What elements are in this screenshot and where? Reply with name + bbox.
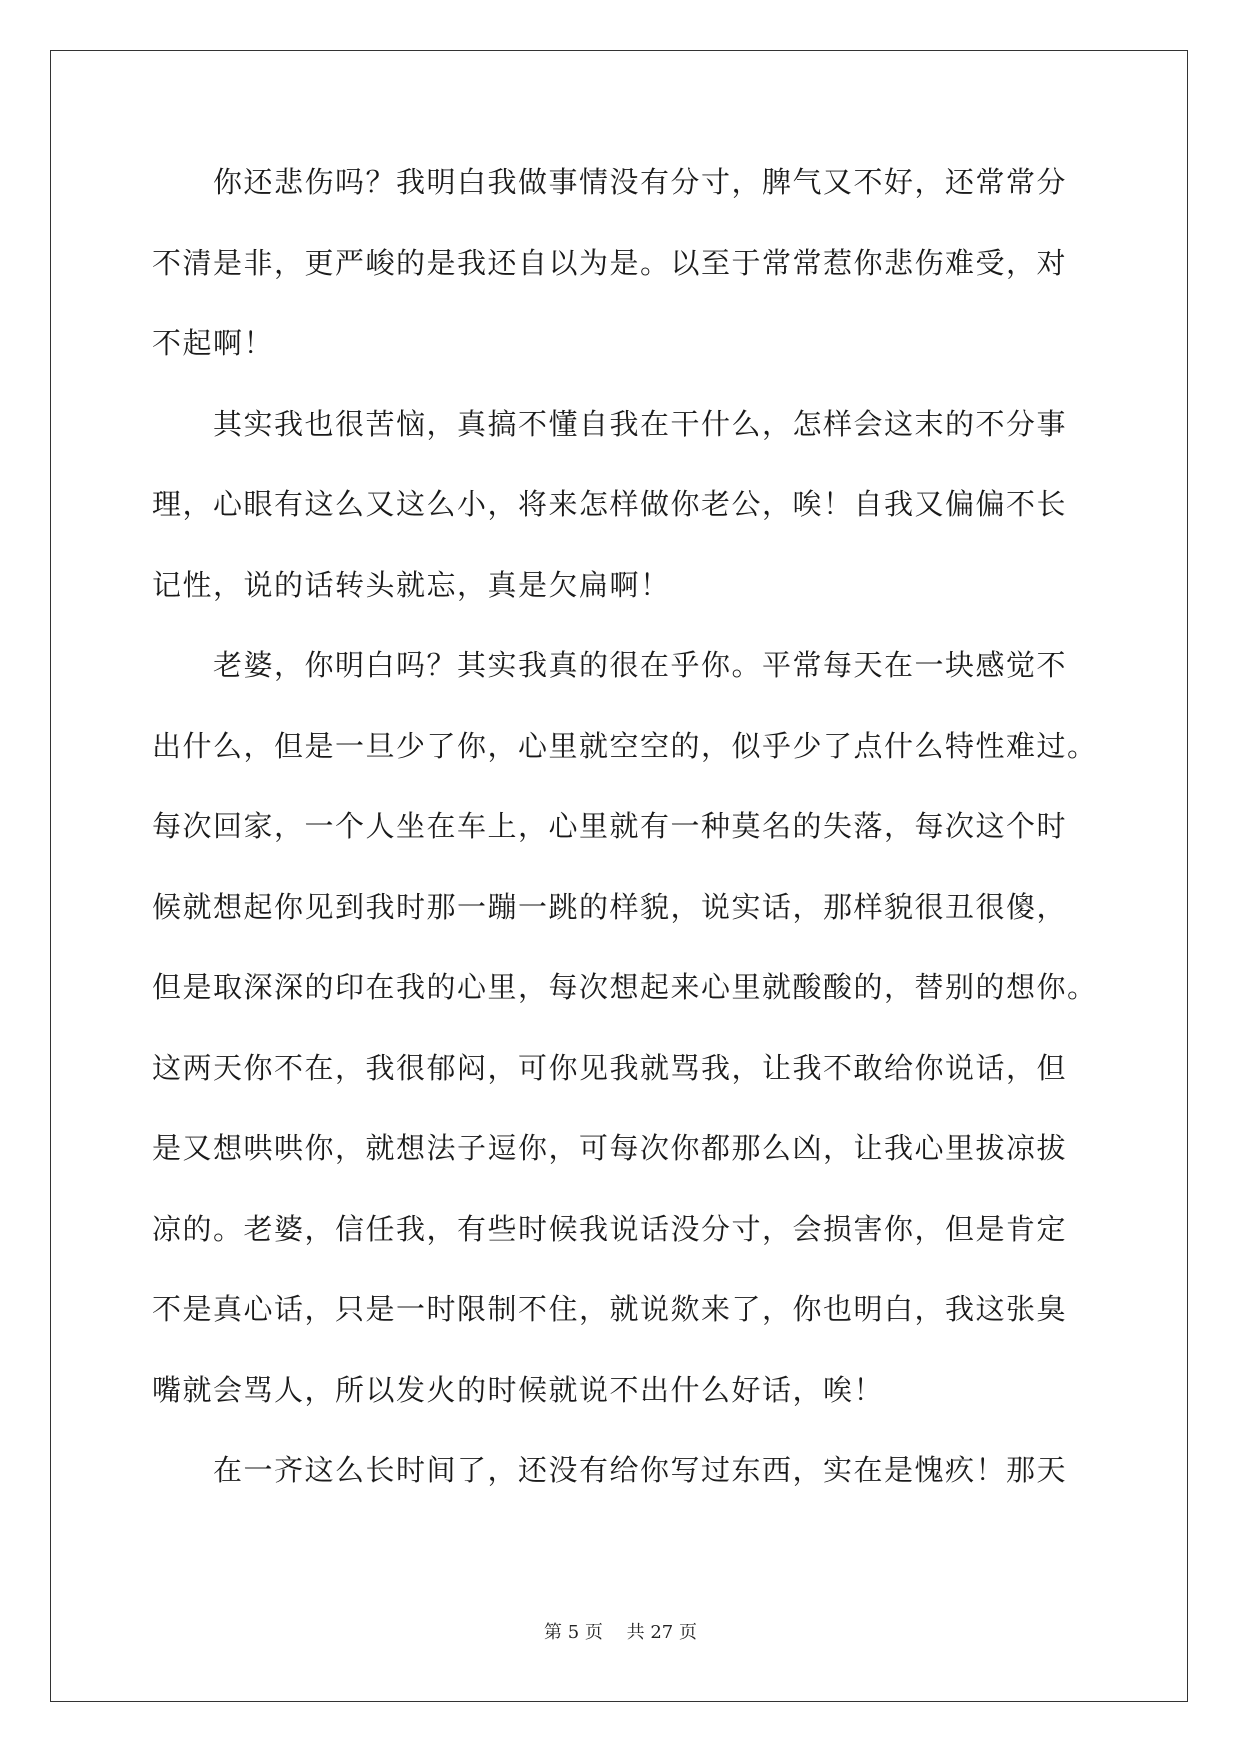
text-line: 在一齐这么长时间了，还没有给你写过东西，实在是愧疚！那天 (152, 1453, 1068, 1487)
page-number-label: 第 5 页 共 27 页 (544, 1622, 697, 1643)
text-line: 凉的。老婆，信任我，有些时候我说话没分寸，会损害你，但是肯定 (152, 1211, 1068, 1246)
text-line: 其实我也很苦恼，真搞不懂自我在干什么，怎样会这末的不分事 (152, 406, 1068, 441)
page-number-footer (0, 1618, 1241, 1644)
text-line: 你还悲伤吗？我明白我做事情没有分寸，脾气又不好，还常常分 (152, 165, 1068, 199)
document-body (152, 163, 1112, 1532)
text-line: 是又想哄哄你，就想法子逗你，可每次你都那么凶，让我心里拔凉拔 (152, 1131, 1068, 1165)
text-line: 不起啊！ (152, 326, 275, 360)
text-line: 嘴就会骂人，所以发火的时候就说不出什么好话，唉！ (152, 1372, 885, 1407)
text-line: 这两天你不在，我很郁闷，可你见我就骂我，让我不敢给你说话，但 (152, 1050, 1068, 1085)
text-line: 不是真心话，只是一时限制不住，就说欻来了，你也明白，我这张臭 (152, 1292, 1068, 1326)
text-line: 记性，说的话转头就忘，真是欠扁啊！ (152, 567, 671, 602)
text-line: 老婆，你明白吗？其实我真的很在乎你。平常每天在一块感觉不 (152, 648, 1068, 682)
text-line: 不清是非，更严峻的是我还自以为是。以至于常常惹你悲伤难受，对 (152, 245, 1068, 280)
text-line: 理，心眼有这么又这么小，将来怎样做你老公，唉！自我又偏偏不长 (152, 487, 1068, 521)
text-line: 候就想起你见到我时那一蹦一跳的样貌，说实话，那样貌很丑很傻， (152, 889, 1068, 924)
text-line: 但是取深深的印在我的心里，每次想起来心里就酸酸的，替别的想你。 (152, 970, 1098, 1004)
text-line: 每次回家，一个人坐在车上，心里就有一种莫名的失落，每次这个时 (152, 809, 1068, 843)
text-line: 出什么，但是一旦少了你，心里就空空的，似乎少了点什么特性难过。 (152, 728, 1098, 763)
